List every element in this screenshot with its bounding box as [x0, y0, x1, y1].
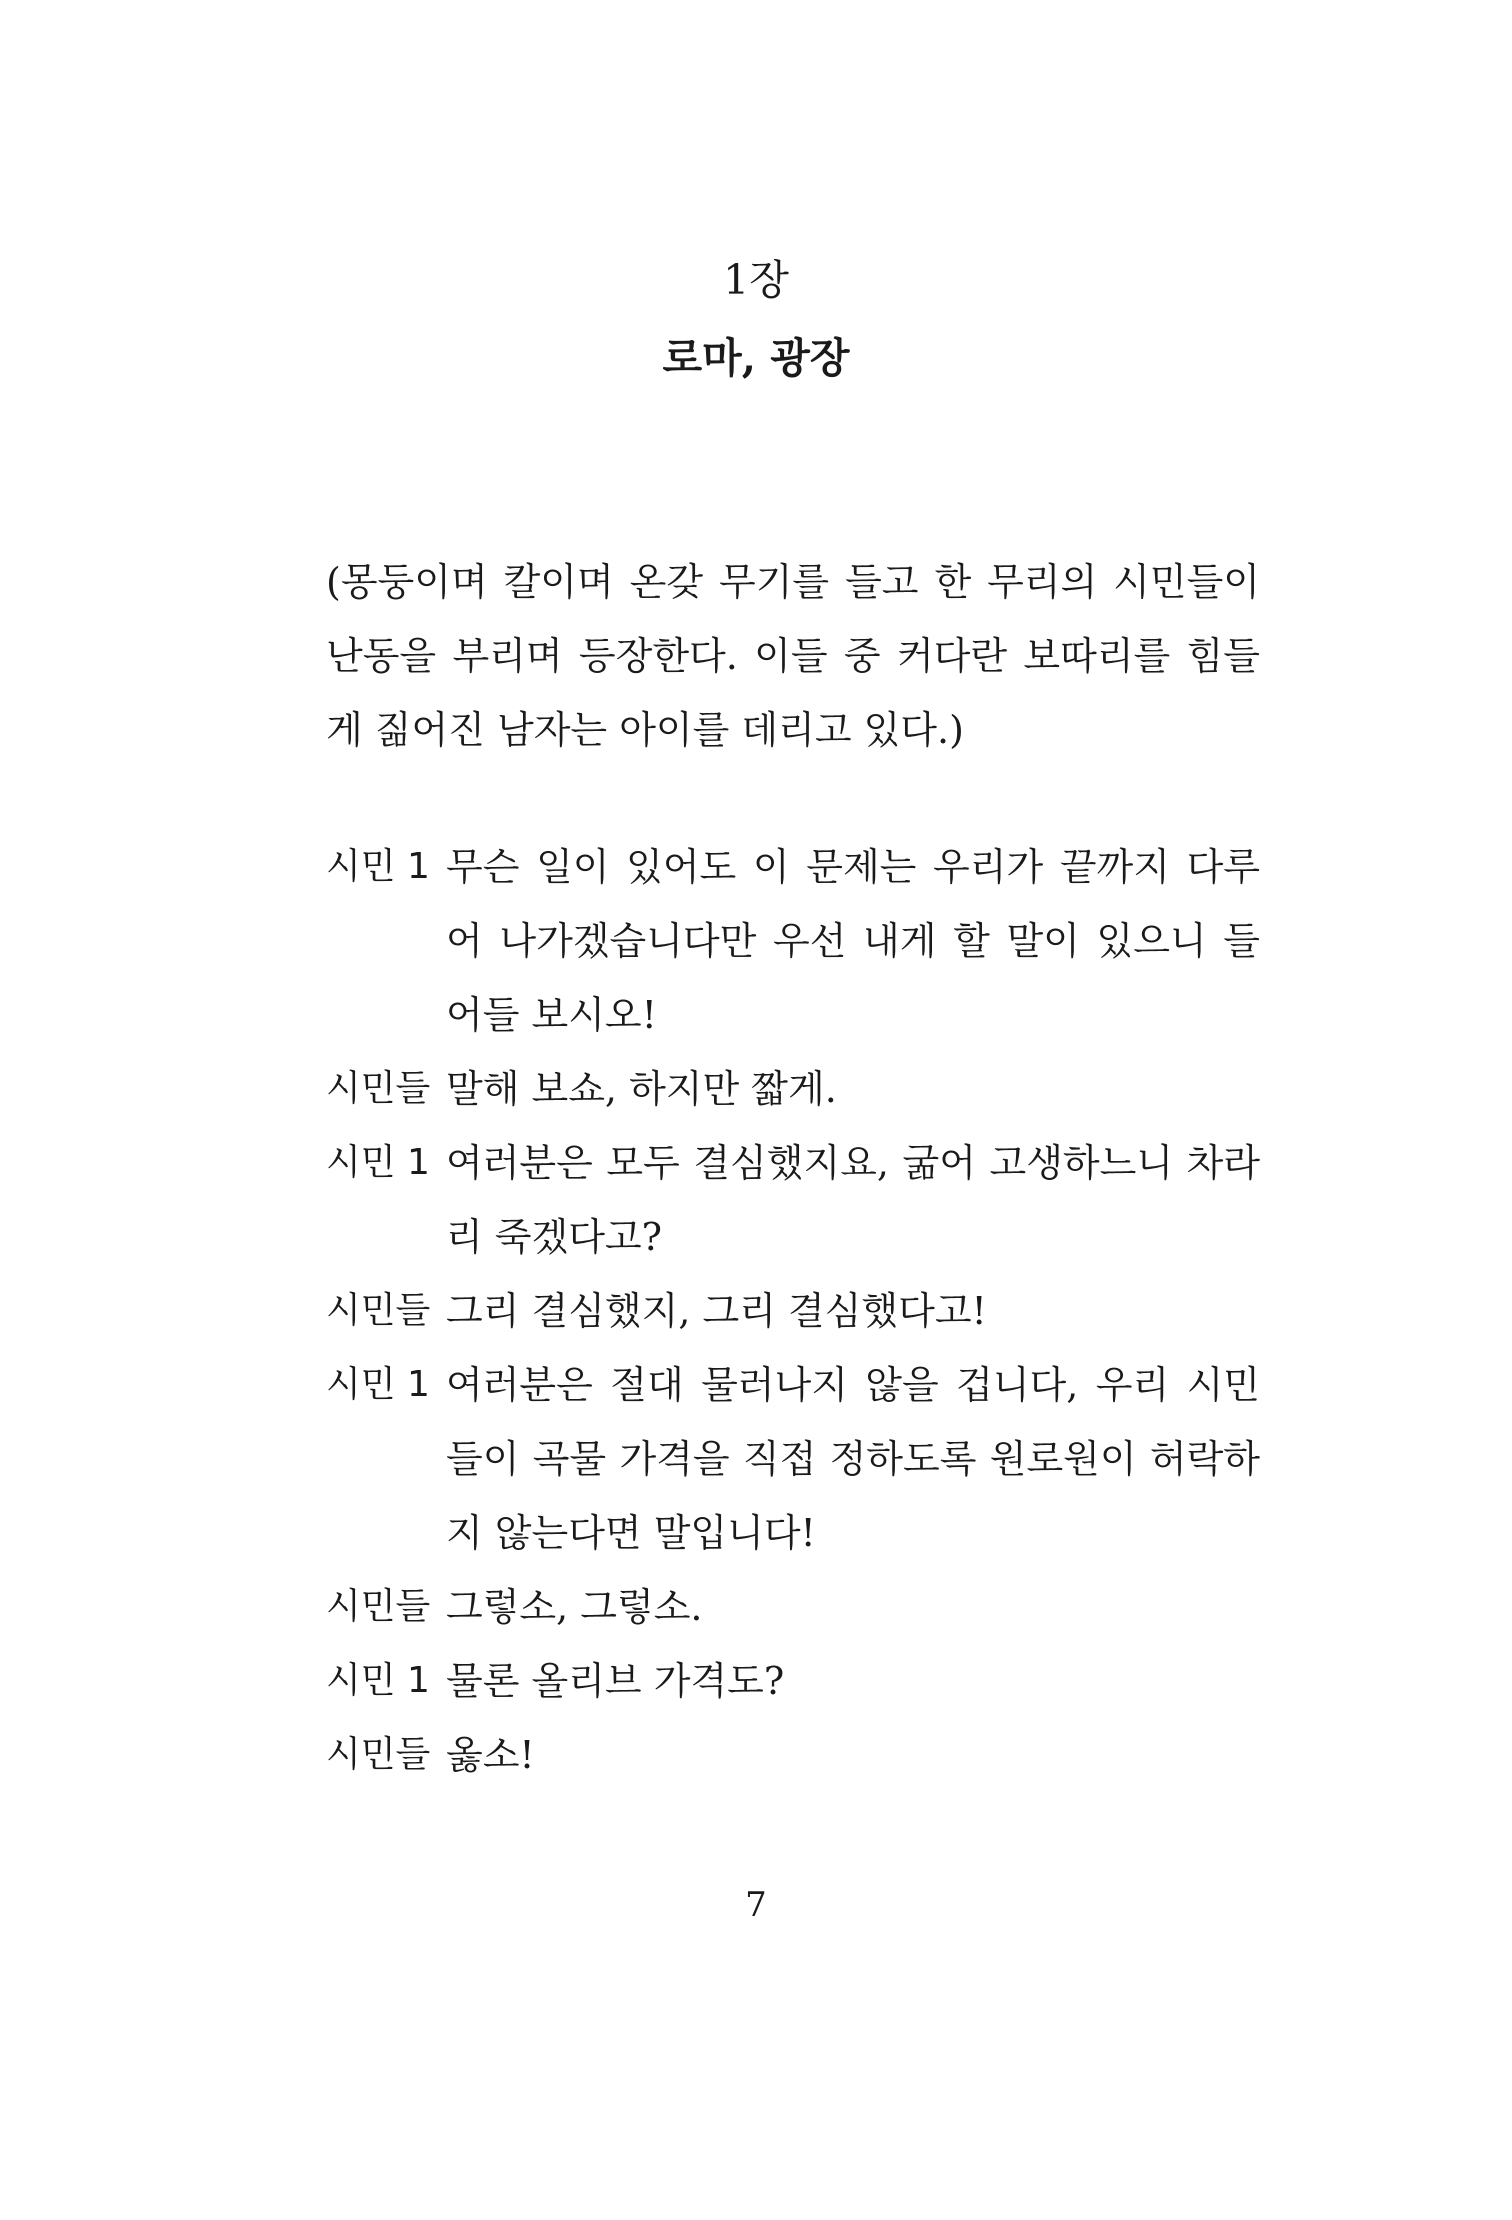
dialogue-line — [326, 1718, 1260, 1792]
speaker: 시민들 — [326, 1068, 431, 1109]
speech: 물론 올리브 가격도? — [446, 1659, 785, 1703]
speech: 무슨 일이 있어도 이 문제는 우리가 끝까지 다루어 나가겠습니다만 우선 내게 할 말이 있으니 들어들 보시오! — [446, 845, 1260, 1037]
dialogue-line — [326, 1052, 1260, 1126]
speech: 여러분은 절대 물러나지 않을 겁니다, 우리 시민들이 곡물 가격을 직접 정하도록 원로원이 허락하지 않는다면 말입니다! — [446, 1363, 1260, 1555]
speech: 말해 보쇼, 하지만 짧게. — [446, 1067, 837, 1111]
speech: 옳소! — [446, 1733, 535, 1777]
speaker: 시민들 — [326, 1290, 431, 1331]
chapter-number: 1장 — [723, 256, 789, 304]
dialogue-line — [326, 1348, 1260, 1570]
dialogue-line — [326, 1126, 1260, 1274]
speaker: 시민 1 — [326, 1660, 430, 1701]
speech: 그리 결심했지, 그리 결심했다고! — [446, 1289, 987, 1333]
stage-direction: (몽둥이며 칼이며 온갖 무기를 들고 한 무리의 시민들이 난동을 부리며 등장한다. 이들 중 커다란 보따리를 힘들게 짊어진 남자는 아이를 데리고 있다.) — [326, 560, 1260, 752]
dialogue — [326, 830, 1260, 1792]
speaker: 시민 1 — [326, 846, 430, 887]
speaker: 시민 1 — [326, 1142, 430, 1183]
page-number: 7 — [745, 1885, 767, 1925]
chapter-title: 로마, 광장 — [662, 334, 850, 382]
dialogue-line — [326, 1274, 1260, 1348]
speech: 그렇소, 그렇소. — [446, 1585, 703, 1629]
dialogue-line — [326, 1644, 1260, 1718]
speaker: 시민들 — [326, 1734, 431, 1775]
speaker: 시민 1 — [326, 1364, 430, 1405]
dialogue-line — [326, 1570, 1260, 1644]
speech: 여러분은 모두 결심했지요, 굶어 고생하느니 차라리 죽겠다고? — [446, 1141, 1260, 1259]
speaker: 시민들 — [326, 1586, 431, 1627]
dialogue-line — [326, 830, 1260, 1052]
